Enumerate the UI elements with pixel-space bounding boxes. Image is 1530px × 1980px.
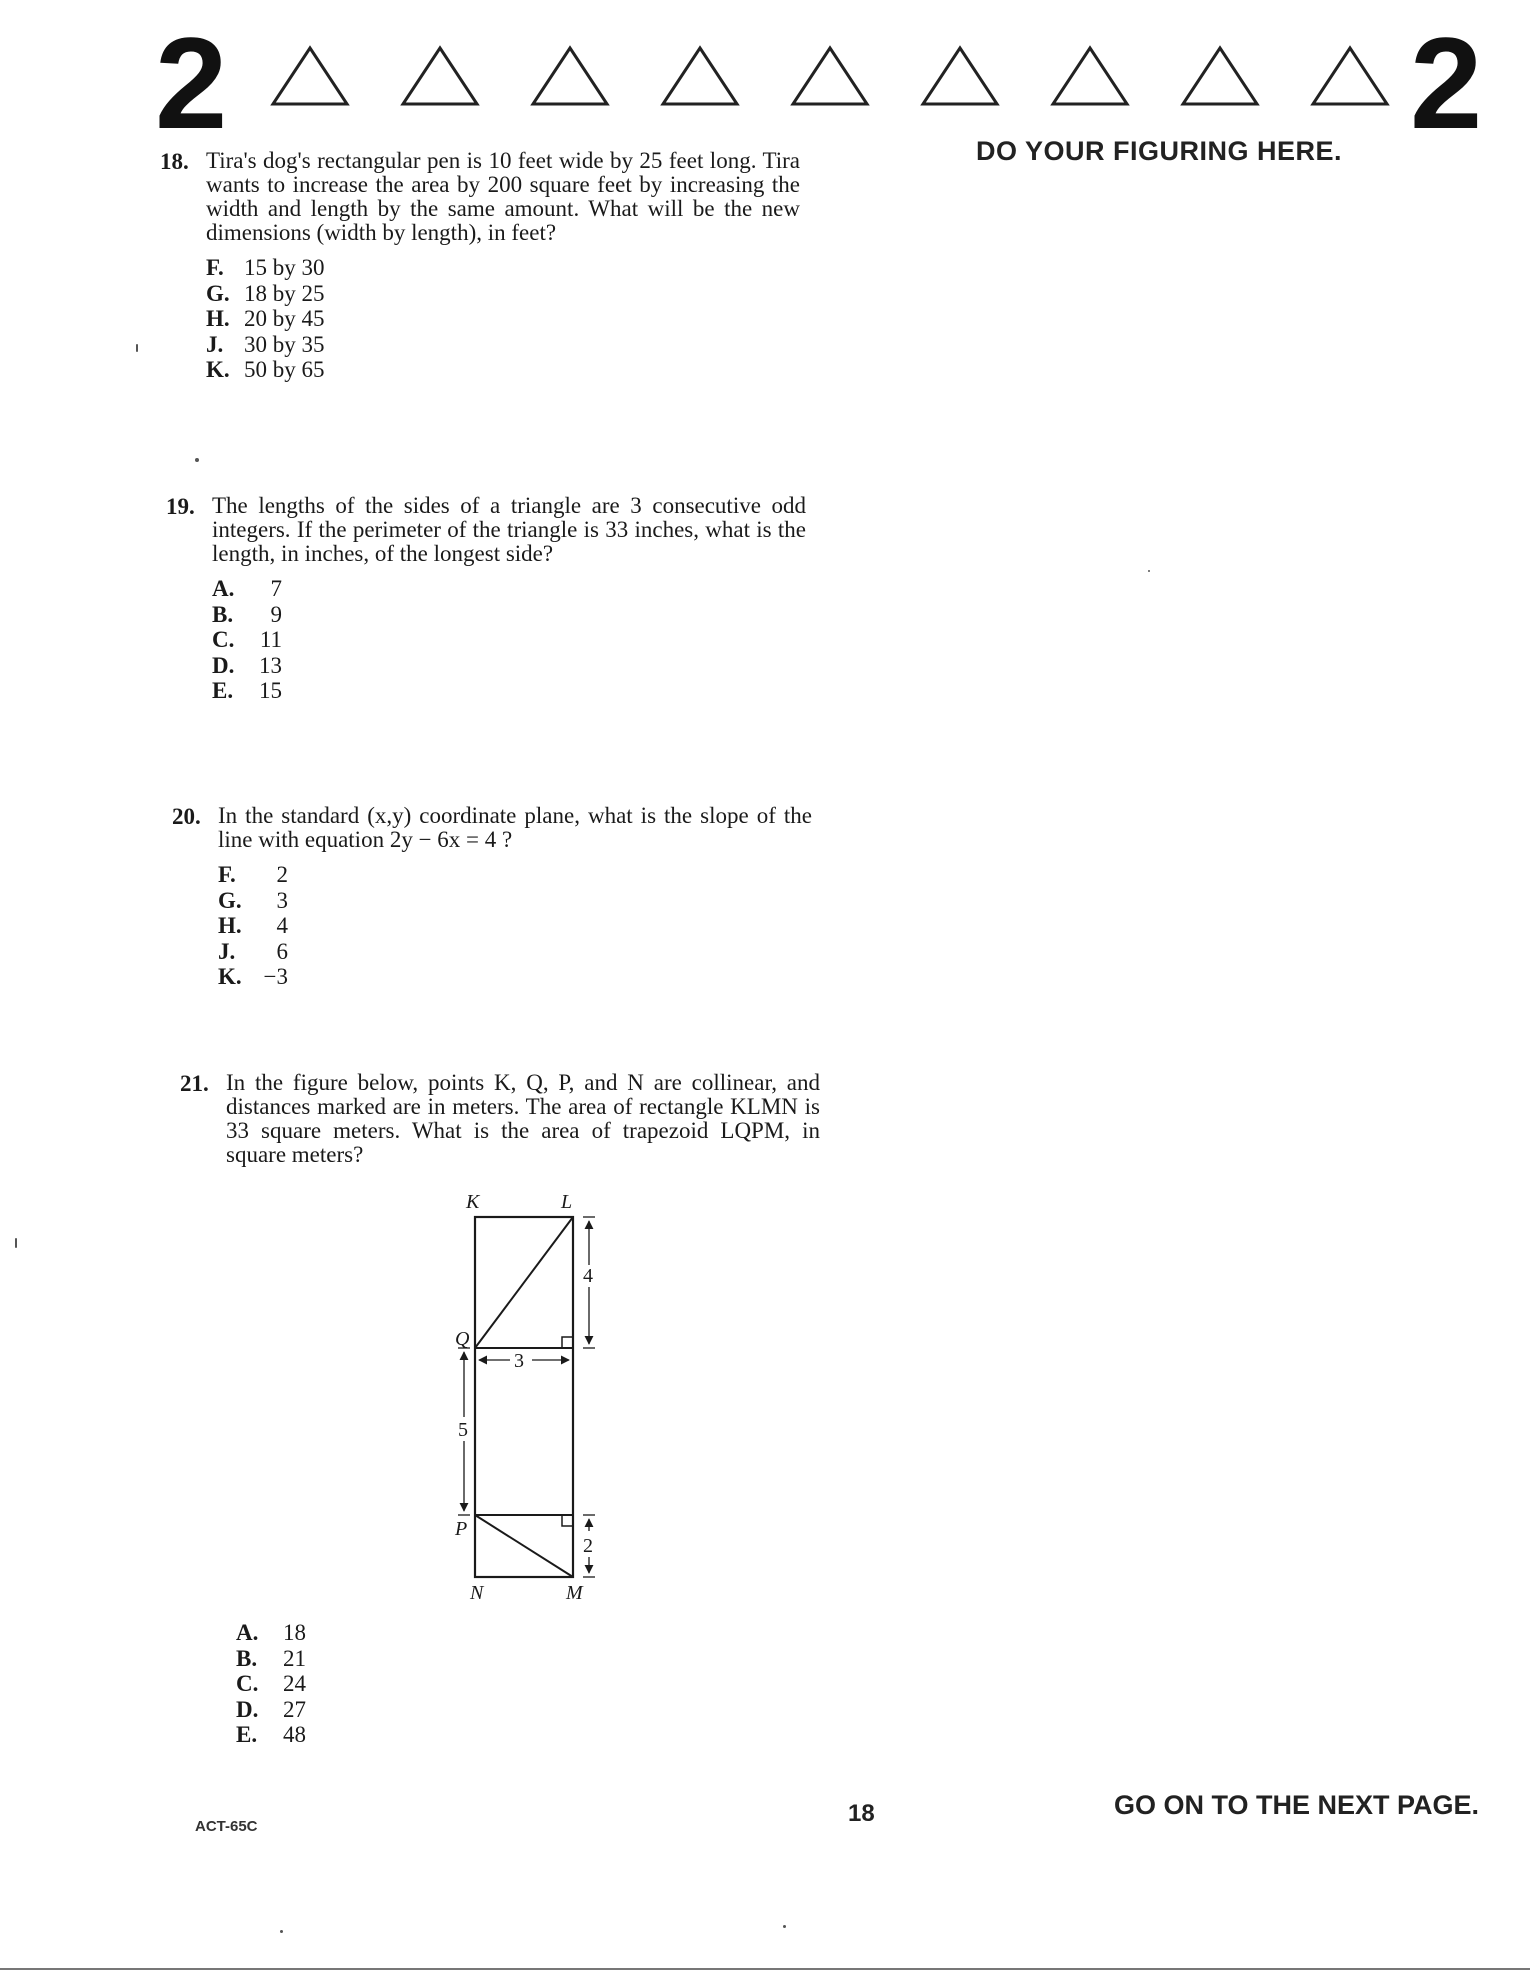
scan-speck <box>15 1238 17 1248</box>
choice-text: 7 <box>270 576 282 601</box>
next-page-note: GO ON TO THE NEXT PAGE. <box>1114 1790 1480 1820</box>
question-19 <box>166 494 806 704</box>
answer-choice[interactable] <box>218 913 812 939</box>
scan-speck <box>136 344 138 352</box>
choice-text: 15 by 30 <box>244 255 325 280</box>
answer-choice[interactable] <box>206 357 800 383</box>
choice-letter: G. <box>206 280 230 306</box>
choice-letter: A. <box>212 576 235 601</box>
point-label-m: M <box>566 1582 583 1604</box>
answer-choice[interactable] <box>212 653 806 679</box>
segment-lq <box>475 1217 573 1348</box>
dimension-label-2: 2 <box>583 1535 593 1557</box>
choice-text: 15 <box>259 678 282 703</box>
answer-choices <box>206 255 800 383</box>
triangle-icon <box>920 45 1000 107</box>
choice-text: 3 <box>276 887 288 913</box>
answer-choice[interactable] <box>206 281 800 307</box>
right-angle-mark-upper <box>562 1337 573 1348</box>
choice-text: 24 <box>283 1671 306 1696</box>
form-code: ACT-65C <box>195 1818 258 1835</box>
choice-text: 2 <box>276 862 288 887</box>
choice-letter: F. <box>218 862 236 887</box>
answer-choice[interactable] <box>212 576 806 602</box>
question-21-choices <box>190 1620 490 1748</box>
choice-text: 4 <box>276 913 288 938</box>
answer-choice[interactable] <box>218 888 812 914</box>
triangle-icon <box>530 45 610 107</box>
page-bottom-rule <box>0 1968 1530 1970</box>
choice-letter: G. <box>218 887 242 913</box>
choice-letter: B. <box>236 1645 258 1671</box>
page-number: 18 <box>848 1800 875 1827</box>
answer-choice[interactable] <box>212 678 806 704</box>
scan-speck <box>280 1930 283 1933</box>
question-text: The lengths of the sides of a triangle are 3 consecutive odd integers. If the perimeter of the triangle is 33 inches, what is the length, in inches, of the longest side? <box>212 493 806 566</box>
answer-choice[interactable] <box>218 939 812 965</box>
choice-letter: H. <box>218 913 242 938</box>
answer-choices <box>218 862 812 990</box>
choice-text: 50 by 65 <box>244 357 325 382</box>
question-text: In the standard (x,y) coordinate plane, what is the slope of the line with equation 2y − 6x = 4 ? <box>218 803 812 852</box>
choice-letter: K. <box>206 357 230 382</box>
triangle-icon <box>400 45 480 107</box>
question-number: 20. <box>172 804 201 829</box>
choice-text: −3 <box>263 964 288 989</box>
answer-choice[interactable] <box>212 627 806 653</box>
section-number-right: 2 <box>1410 10 1483 156</box>
choice-text: 6 <box>276 938 288 964</box>
answer-choices <box>212 576 806 704</box>
answer-choice[interactable] <box>236 1697 490 1723</box>
answer-choice[interactable] <box>236 1646 490 1672</box>
answer-choice[interactable] <box>218 862 812 888</box>
rectangle-klmn-figure <box>440 1185 620 1615</box>
triangle-icon <box>660 45 740 107</box>
triangle-divider-row <box>270 45 1390 115</box>
choice-letter: K. <box>218 964 242 989</box>
choice-letter: E. <box>236 1722 258 1747</box>
right-angle-mark-lower <box>562 1515 573 1526</box>
point-label-n: N <box>470 1582 484 1604</box>
choice-text: 18 by 25 <box>244 280 325 306</box>
choice-letter: J. <box>206 331 224 357</box>
choice-letter: H. <box>206 306 230 331</box>
question-20 <box>172 804 812 990</box>
triangle-icon <box>270 45 350 107</box>
point-label-k: K <box>466 1191 480 1213</box>
triangle-icon <box>1050 45 1130 107</box>
point-label-l: L <box>561 1191 573 1213</box>
choice-letter: D. <box>236 1696 259 1722</box>
choice-text: 18 <box>283 1620 306 1645</box>
question-number: 21. <box>180 1071 209 1096</box>
answer-choice[interactable] <box>236 1620 490 1646</box>
choice-text: 9 <box>270 601 282 627</box>
point-label-p: P <box>455 1518 468 1540</box>
answer-choice[interactable] <box>212 602 806 628</box>
triangle-icon <box>790 45 870 107</box>
figuring-note: DO YOUR FIGURING HERE. <box>976 136 1343 166</box>
choice-text: 48 <box>283 1722 306 1747</box>
choice-letter: B. <box>212 601 234 627</box>
question-text: In the figure below, points K, Q, P, and N are collinear, and distances marked are in meters. The area of rectangle KLMN is 33 square meters. What is the area of trapezoid LQPM, in square meters? <box>226 1070 820 1167</box>
answer-choice[interactable] <box>236 1671 490 1697</box>
dimension-label-5: 5 <box>458 1419 468 1441</box>
answer-choice[interactable] <box>206 332 800 358</box>
choice-text: 27 <box>283 1696 306 1722</box>
choice-text: 11 <box>259 627 282 652</box>
question-number: 18. <box>160 149 189 174</box>
triangle-icon <box>1310 45 1390 107</box>
choice-letter: A. <box>236 1620 259 1645</box>
answer-choices <box>236 1620 490 1748</box>
point-label-q: Q <box>455 1328 470 1350</box>
question-text: Tira's dog's rectangular pen is 10 feet wide by 25 feet long. Tira wants to increase the area by 200 square feet by increasing the width and length by the same amount. What will be the new dimensions (width by length), in feet? <box>206 148 800 245</box>
choice-text: 13 <box>259 652 282 678</box>
choice-text: 30 by 35 <box>244 331 325 357</box>
dimension-label-3: 3 <box>514 1350 524 1372</box>
rectangle-klmn <box>475 1217 573 1577</box>
answer-choice[interactable] <box>206 306 800 332</box>
scan-speck <box>783 1925 786 1928</box>
answer-choice[interactable] <box>206 255 800 281</box>
question-18 <box>160 149 800 383</box>
scan-speck <box>195 458 199 462</box>
choice-text: 20 by 45 <box>244 306 325 331</box>
answer-choice[interactable] <box>218 964 812 990</box>
section-number-left: 2 <box>155 10 228 156</box>
triangle-icon <box>1180 45 1260 107</box>
question-number: 19. <box>166 494 195 519</box>
choice-letter: F. <box>206 255 224 280</box>
scan-speck <box>1148 570 1150 572</box>
choice-letter: J. <box>218 938 236 964</box>
choice-letter: E. <box>212 678 234 703</box>
answer-choice[interactable] <box>236 1722 490 1748</box>
question-21 <box>180 1071 820 1167</box>
choice-letter: D. <box>212 652 235 678</box>
choice-letter: C. <box>236 1671 259 1696</box>
choice-letter: C. <box>212 627 235 652</box>
segment-pm <box>475 1515 573 1577</box>
choice-text: 21 <box>283 1645 306 1671</box>
dimension-label-4: 4 <box>583 1265 593 1287</box>
